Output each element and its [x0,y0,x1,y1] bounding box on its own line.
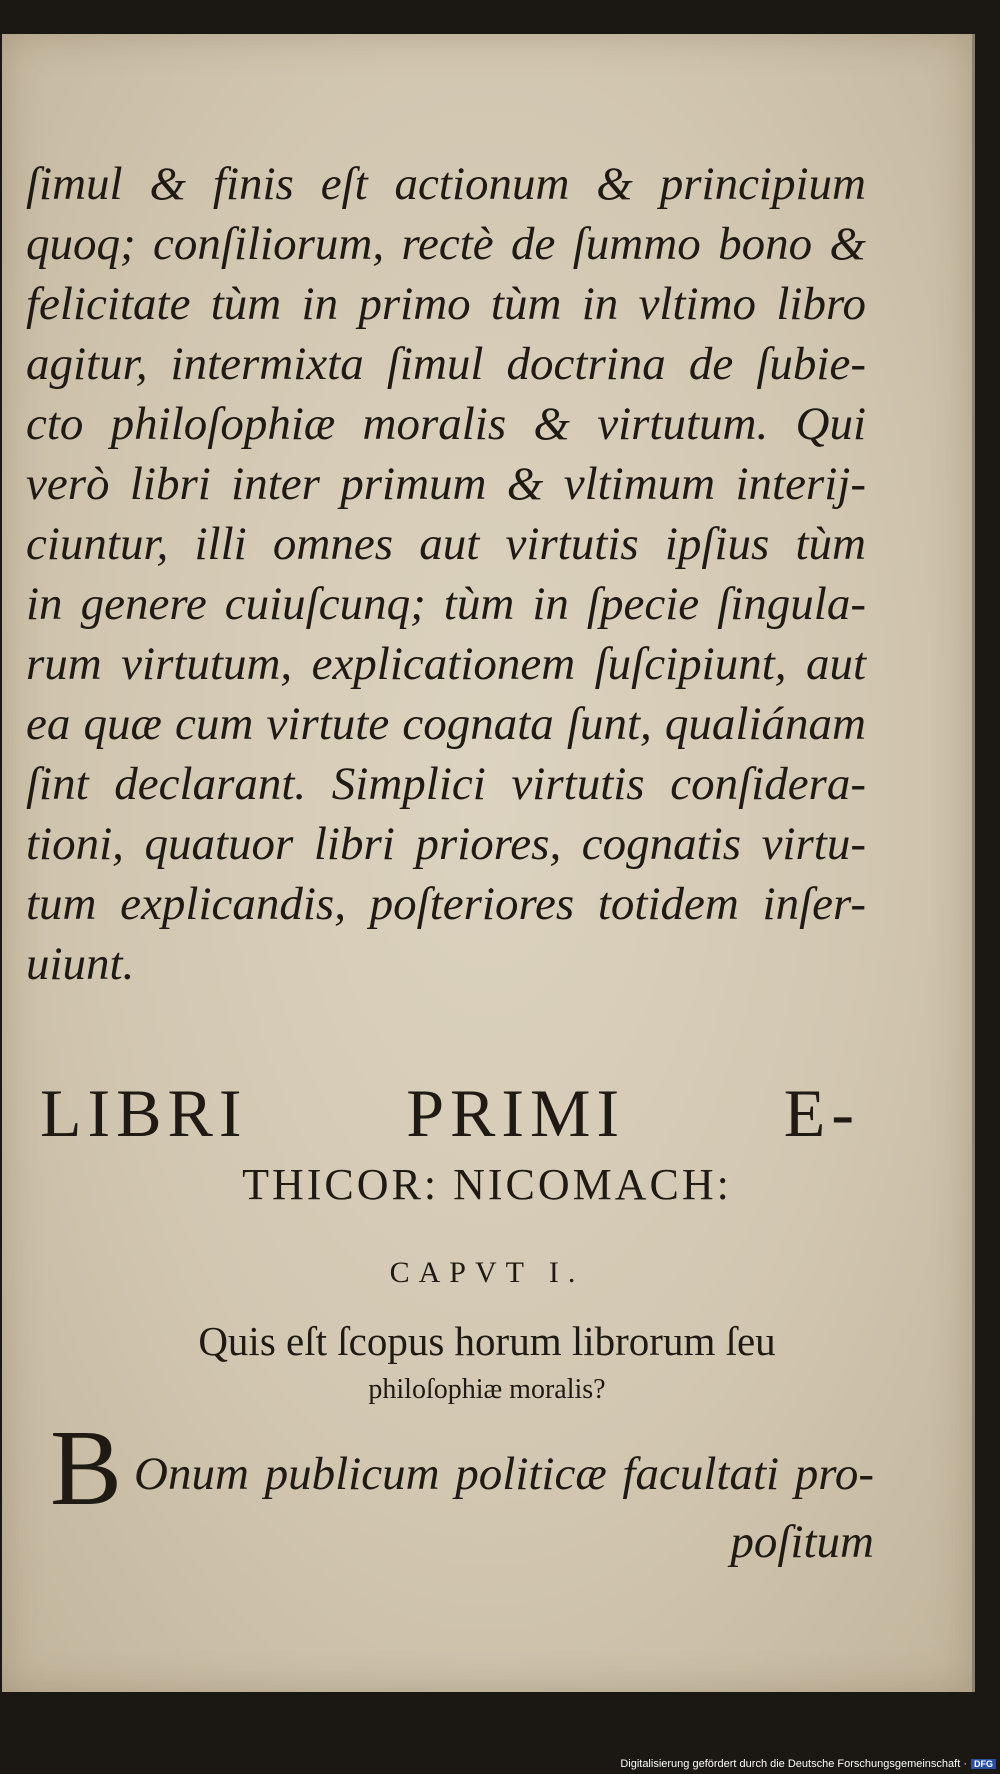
text-line: uiunt. [26,938,135,990]
dfg-logo: DFG [971,1759,996,1769]
book-page [2,34,975,1692]
text-line: ea quæ cum virtute cognata ſunt, qualiánam [26,698,866,750]
text-line: in genere cuiuſcunq; tùm in ſpecie ſingula- [26,578,866,630]
chapter-question-line2: philoſophiæ moralis? [368,1374,606,1405]
text-line: felicitate tùm in primo tùm in vltimo libro [26,278,866,330]
text-line: ſimul & finis eſt actionum & principium [26,158,866,210]
chapter-first-line: Onum publicum politicæ facultati pro- [134,1448,874,1500]
credit-text: Digitalisierung gefördert durch die Deutsche Forschungsgemeinschaft · [620,1758,967,1770]
text-line: cto philoſophiæ moralis & virtutum. Qui [26,398,866,450]
text-line: quoq; conſiliorum, rectè de ſummo bono & [26,218,866,270]
section-title-line1: LIBRI PRIMI E- [40,1075,860,1151]
text-line: ſint declarant. Simplici virtutis conſidera- [26,758,866,810]
text-line: tioni, quatuor libri priores, cognatis virtu- [26,818,866,870]
section-title-line2: THICOR: NICOMACH: [242,1160,732,1209]
digitization-credit [620,1758,996,1770]
text-line: rum virtutum, explicationem ſuſcipiunt, aut [26,638,866,690]
text-line: verò libri inter primum & vltimum interij- [26,458,866,510]
text-line: tum explicandis, poſteriores totidem inſer- [26,878,866,930]
chapter-question-line1: Quis eſt ſcopus horum librorum ſeu [198,1318,776,1364]
drop-cap: B [50,1409,123,1528]
chapter-heading: CAPVT I. [389,1256,585,1289]
catchword: poſitum [730,1516,874,1568]
text-line: ciuntur, illi omnes aut virtutis ipſius tùm [26,518,866,570]
text-line: agitur, intermixta ſimul doctrina de ſubie- [26,338,866,390]
